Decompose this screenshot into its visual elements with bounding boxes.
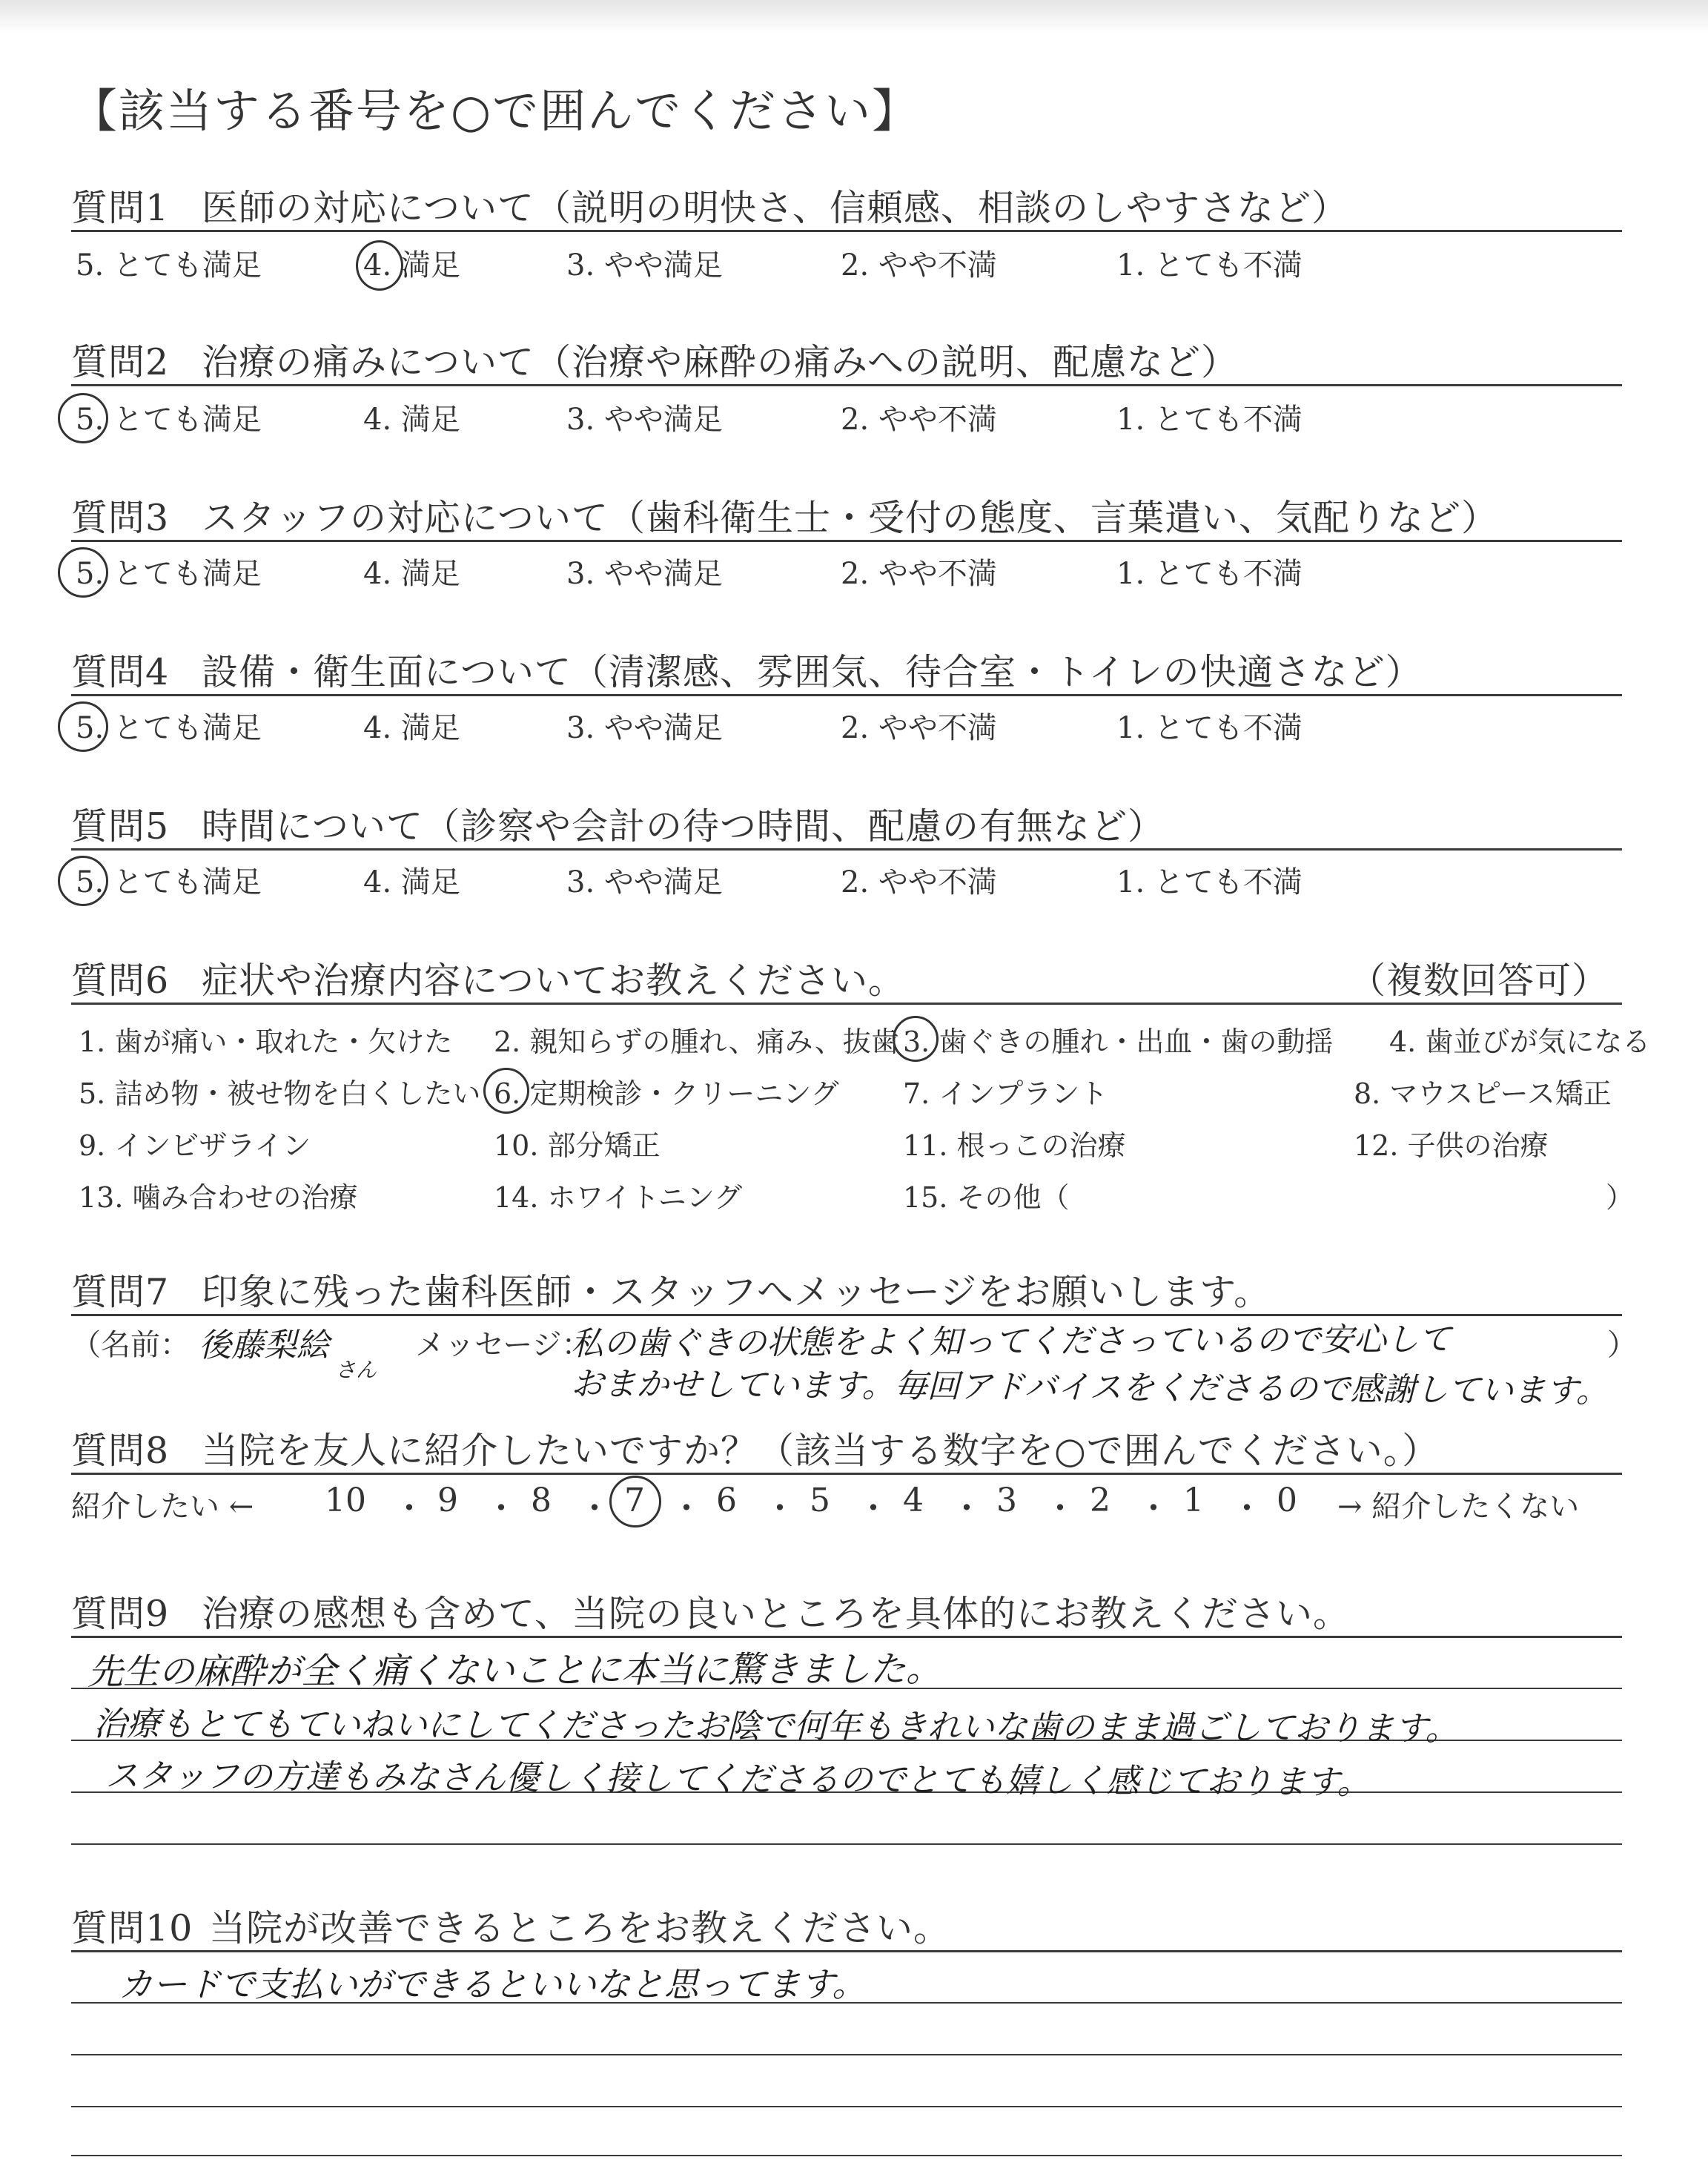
q3-text: スタッフの対応について（歯科衛生士・受付の態度、言葉遣い、気配りなど）: [202, 497, 1499, 539]
q2-text: 治療の痛みについて（治療や麻酔の痛みへの説明、配慮など）: [202, 341, 1239, 383]
q5-label: 質問5: [71, 805, 170, 848]
q3-option-4[interactable]: 4. 満足: [363, 557, 460, 591]
q8-score-9[interactable]: 9: [437, 1482, 458, 1519]
q8-separator: ・: [764, 1490, 796, 1527]
q6-rule: [71, 1003, 1622, 1005]
q2-option-2[interactable]: 2. やや不満: [841, 403, 997, 437]
q3-selection-circle: [58, 547, 108, 598]
q9-answer-line-2[interactable]: 治療もとてもていねいにしてくださったお陰で何年もきれいな歯のまま過ごしております。: [93, 1704, 1459, 1748]
q4-option-1[interactable]: 1. とても不満: [1116, 711, 1302, 745]
q3-option-1[interactable]: 1. とても不満: [1116, 557, 1302, 591]
q5-rule: [71, 848, 1622, 851]
q4-option-3[interactable]: 3. やや満足: [566, 711, 723, 745]
q9-answer-line-1[interactable]: 先生の麻酔が全く痛くないことに本当に驚きました。: [87, 1648, 942, 1693]
q1-selection-circle: [356, 240, 403, 291]
q4-option-5[interactable]: 5. とても満足: [76, 711, 262, 745]
q6-option-9[interactable]: 9. インビザライン: [79, 1129, 311, 1162]
q8-text: 当院を友人に紹介したいですか？（該当する数字を○で囲んでください。）: [202, 1430, 1440, 1472]
q10-label: 質問10: [71, 1907, 193, 1949]
q8-selection-circle: [609, 1476, 661, 1527]
q6-option-7[interactable]: 7. インプラント: [903, 1077, 1108, 1110]
q8-separator: ・: [578, 1490, 611, 1527]
q6-option-3[interactable]: 3. 歯ぐきの腫れ・出血・歯の動揺: [903, 1025, 1334, 1058]
q1-label: 質問1: [71, 187, 170, 229]
q2-selection-circle: [58, 393, 108, 443]
q4-text: 設備・衛生面について（清潔感、雰囲気、待合室・トイレの快適さなど）: [202, 651, 1423, 693]
q7-text: 印象に残った歯科医師・スタッフへメッセージをお願いします。: [202, 1271, 1271, 1313]
q4-option-2[interactable]: 2. やや不満: [841, 711, 997, 745]
q8-separator: ・: [1044, 1490, 1076, 1527]
q7-message-line-2[interactable]: おまかせしています。毎回アドバイスをくださるので感謝しています。: [571, 1365, 1609, 1410]
answer-line: [71, 2054, 1622, 2055]
q2-label: 質問2: [71, 341, 170, 383]
q3-rule: [71, 540, 1622, 542]
q1-option-3[interactable]: 3. やや満足: [566, 248, 723, 283]
q6-text: 症状や治療内容についてお教えください。: [202, 960, 906, 1002]
q6-option-2[interactable]: 2. 親知らずの腫れ、痛み、抜歯: [494, 1025, 899, 1058]
q1-rule: [71, 230, 1622, 232]
q8-separator: ・: [1137, 1490, 1170, 1527]
q10-rule: [71, 1950, 1622, 1952]
q8-separator: ・: [670, 1490, 703, 1527]
q1-text: 医師の対応について（説明の明快さ、信頼感、相談のしやすさなど）: [202, 187, 1349, 229]
q8-separator: ・: [393, 1490, 426, 1527]
q8-left-label: 紹介したい ←: [71, 1490, 254, 1524]
q6-option-15-close: ）: [1606, 1181, 1635, 1214]
q8-score-1[interactable]: 1: [1183, 1482, 1204, 1519]
q5-option-2[interactable]: 2. やや不満: [841, 865, 997, 899]
q8-separator: ・: [950, 1490, 983, 1527]
q6-option-4[interactable]: 4. 歯並びが気になる: [1389, 1025, 1651, 1058]
q8-score-8[interactable]: 8: [531, 1482, 552, 1519]
q2-option-4[interactable]: 4. 満足: [363, 403, 460, 437]
q8-score-5[interactable]: 5: [810, 1482, 830, 1519]
q8-separator: ・: [857, 1490, 890, 1527]
answer-line: [71, 2106, 1622, 2107]
q7-name-value[interactable]: 後藤梨絵: [199, 1327, 329, 1364]
q3-option-2[interactable]: 2. やや不満: [841, 557, 997, 591]
q5-text: 時間について（診察や会計の待つ時間、配慮の有無など）: [202, 805, 1165, 848]
q3-option-5[interactable]: 5. とても満足: [76, 557, 262, 591]
q8-score-7[interactable]: 7: [624, 1482, 645, 1519]
q6-note: （複数回答可）: [1349, 960, 1609, 1002]
q10-text: 当院が改善できるところをお教えください。: [209, 1907, 951, 1949]
q10-answer-line-1[interactable]: カードで支払いができるといいなと思ってます。: [119, 1964, 867, 2004]
q1-option-2[interactable]: 2. やや不満: [841, 248, 997, 283]
q6-option-15[interactable]: 15. その他（: [903, 1181, 1070, 1214]
q2-option-1[interactable]: 1. とても不満: [1116, 403, 1302, 437]
q6-label: 質問6: [71, 960, 170, 1002]
q3-option-3[interactable]: 3. やや満足: [566, 557, 723, 591]
q8-label: 質問8: [71, 1430, 170, 1472]
q7-message-line-1[interactable]: 私の歯ぐきの状態をよく知ってくださっているので安心して: [570, 1320, 1452, 1363]
q4-rule: [71, 694, 1622, 696]
q6-selection-circle-6: [483, 1068, 529, 1114]
q8-score-2[interactable]: 2: [1090, 1482, 1110, 1519]
q9-text: 治療の感想も含めて、当院の良いところを具体的にお教えください。: [202, 1593, 1351, 1635]
q5-option-5[interactable]: 5. とても満足: [76, 865, 262, 899]
q6-option-8[interactable]: 8. マウスピース矯正: [1354, 1077, 1612, 1110]
q3-label: 質問3: [71, 497, 170, 539]
q6-selection-circle-3: [893, 1016, 939, 1062]
q7-name-suffix: さん: [335, 1358, 377, 1382]
q4-option-4[interactable]: 4. 満足: [363, 711, 460, 745]
q6-option-12[interactable]: 12. 子供の治療: [1354, 1129, 1549, 1162]
q6-option-13[interactable]: 13. 噛み合わせの治療: [79, 1181, 358, 1214]
q1-option-4[interactable]: 4. 満足: [363, 248, 460, 283]
q8-rule: [71, 1473, 1622, 1475]
q1-option-1[interactable]: 1. とても不満: [1116, 248, 1302, 283]
q8-separator: ・: [1231, 1490, 1263, 1527]
q8-score-6[interactable]: 6: [716, 1482, 737, 1519]
q5-option-3[interactable]: 3. やや満足: [566, 865, 723, 899]
q1-option-5[interactable]: 5. とても満足: [76, 248, 262, 283]
q5-option-4[interactable]: 4. 満足: [363, 865, 460, 899]
answer-line: [71, 1843, 1622, 1845]
q8-score-4[interactable]: 4: [903, 1482, 924, 1519]
q5-selection-circle: [58, 856, 108, 906]
q6-option-6[interactable]: 6. 定期検診・クリーニング: [494, 1077, 839, 1110]
q7-close-paren: ）: [1607, 1328, 1637, 1362]
q7-name-label: （名前：: [71, 1328, 190, 1362]
q5-option-1[interactable]: 1. とても不満: [1116, 865, 1302, 899]
q7-label: 質問7: [71, 1271, 170, 1313]
q2-option-5[interactable]: 5. とても満足: [76, 403, 262, 437]
q8-right-label: → 紹介したくない: [1337, 1490, 1580, 1524]
q6-option-1[interactable]: 1. 歯が痛い・取れた・欠けた: [79, 1025, 453, 1058]
scan-shadow: [0, 0, 1708, 34]
q4-selection-circle: [58, 701, 108, 752]
q6-option-10[interactable]: 10. 部分矯正: [494, 1129, 661, 1162]
answer-line: [71, 2155, 1622, 2156]
q6-option-14[interactable]: 14. ホワイトニング: [494, 1181, 743, 1214]
q8-score-10[interactable]: 10: [325, 1482, 366, 1519]
q6-option-11[interactable]: 11. 根っこの治療: [903, 1129, 1126, 1162]
q2-option-3[interactable]: 3. やや満足: [566, 403, 723, 437]
q9-label: 質問9: [71, 1593, 170, 1635]
page-title: 【該当する番号を○で囲んでください】: [71, 84, 920, 138]
q8-score-0[interactable]: 0: [1277, 1482, 1297, 1519]
q8-separator: ・: [485, 1490, 517, 1527]
q8-score-3[interactable]: 3: [996, 1482, 1017, 1519]
q9-answer-line-3[interactable]: スタッフの方達もみなさん優しく接してくださるのでとても嬉しく感じております。: [105, 1756, 1371, 1802]
q4-label: 質問4: [71, 651, 170, 693]
q6-option-5[interactable]: 5. 詰め物・被せ物を白くしたい: [79, 1077, 481, 1110]
q7-message-label: メッセージ：: [415, 1328, 592, 1362]
q2-rule: [71, 384, 1622, 386]
q9-rule: [71, 1636, 1622, 1638]
